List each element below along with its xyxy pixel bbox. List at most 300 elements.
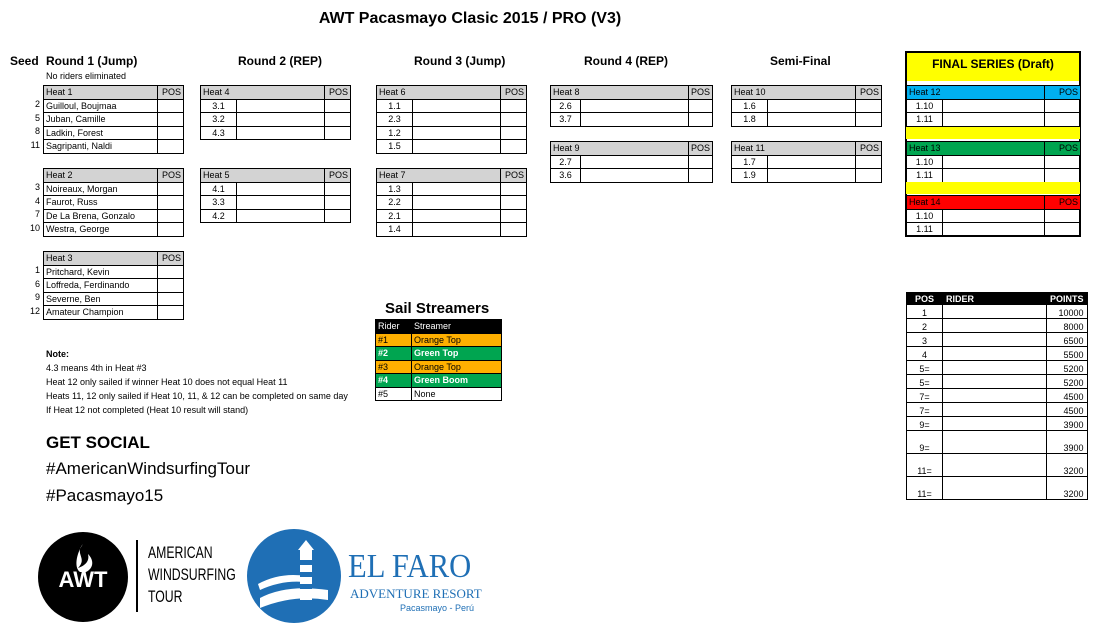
rider-cell (943, 155, 1045, 169)
streamers-col-rider: Rider (376, 320, 412, 334)
seed-number: 9 (34, 292, 40, 303)
rider-cell (768, 99, 856, 113)
slot-code: 1.11 (907, 169, 943, 183)
slot-code: 1.10 (907, 155, 943, 169)
table-row (907, 223, 1081, 237)
points-row (907, 361, 1088, 375)
rider-name: Ladkin, Forest (44, 126, 158, 140)
table-row (201, 126, 351, 140)
streamer-row (376, 347, 502, 361)
streamer-rider: #2 (376, 347, 412, 361)
slot-code: 2.1 (377, 209, 413, 223)
pos-cell (501, 99, 527, 113)
points-col-pos: POS (907, 293, 943, 305)
heat-name: Heat 11 (732, 142, 856, 156)
slot-code: 1.11 (907, 223, 943, 237)
seed-number: 11 (30, 139, 40, 150)
rider-cell (768, 155, 856, 169)
heat-name: Heat 12 (907, 86, 1045, 100)
rider-cell (581, 99, 689, 113)
heat-table (731, 85, 882, 127)
rider-cell (768, 169, 856, 183)
pos-cell (325, 182, 351, 196)
pos-cell (325, 209, 351, 223)
lighthouse-icon (246, 528, 342, 624)
heat-table (200, 85, 351, 140)
table-row (551, 99, 713, 113)
pos-cell (501, 182, 527, 196)
pos-cell (158, 265, 184, 279)
rider-cell (237, 209, 325, 223)
points-row (907, 477, 1088, 500)
semi-header: Semi-Final (770, 54, 831, 68)
heat-name: Heat 3 (44, 252, 158, 266)
awt-logo (38, 532, 128, 622)
slot-code: 1.10 (907, 99, 943, 113)
pos-cell (325, 113, 351, 127)
awt-wordmark-line: AMERICAN (148, 543, 213, 562)
streamer-row (376, 374, 502, 388)
rider-cell (237, 99, 325, 113)
rider-name: Westra, George (44, 223, 158, 237)
points-row (907, 305, 1088, 319)
pos-header: POS (325, 169, 351, 183)
page-title: AWT Pacasmayo Clasic 2015 / PRO (V3) (318, 10, 622, 27)
table-row (201, 209, 351, 223)
seed-number: 7 (34, 209, 40, 220)
streamer-name: Green Top (412, 347, 502, 361)
table-row (732, 99, 882, 113)
heat-table (43, 251, 184, 320)
pos-cell (1045, 113, 1081, 127)
table-row (907, 169, 1081, 183)
rider-cell (237, 126, 325, 140)
slot-code: 1.11 (907, 113, 943, 127)
points-rider (943, 361, 1047, 375)
points-value: 8000 (1047, 319, 1088, 333)
points-rider (943, 347, 1047, 361)
slot-code: 2.3 (377, 113, 413, 127)
pos-cell (158, 196, 184, 210)
points-rider (943, 431, 1047, 454)
pos-header: POS (1045, 86, 1081, 100)
pos-cell (856, 99, 882, 113)
points-pos: 1 (907, 305, 943, 319)
round4-header: Round 4 (REP) (584, 54, 668, 68)
seed-number: 6 (34, 278, 40, 289)
rider-name: Sagripanti, Naldi (44, 140, 158, 154)
points-row (907, 375, 1088, 389)
pos-header: POS (325, 86, 351, 100)
table-row (377, 182, 527, 196)
rider-name: Loffreda, Ferdinando (44, 279, 158, 293)
slot-code: 4.1 (201, 182, 237, 196)
streamer-name: Orange Top (412, 360, 502, 374)
awt-wordmark (148, 542, 236, 608)
slot-code: 2.7 (551, 155, 581, 169)
rider-cell (581, 155, 689, 169)
rider-cell (413, 140, 501, 154)
social-heading: GET SOCIAL (46, 433, 150, 452)
pos-header: POS (501, 169, 527, 183)
heat-name: Heat 5 (201, 169, 325, 183)
streamer-rider: #4 (376, 374, 412, 388)
points-row (907, 454, 1088, 477)
slot-code: 1.4 (377, 223, 413, 237)
pos-cell (158, 279, 184, 293)
table-row (44, 209, 184, 223)
slot-code: 1.8 (732, 113, 768, 127)
points-pos: 5= (907, 375, 943, 389)
rider-cell (943, 113, 1045, 127)
seed-number: 1 (34, 265, 40, 275)
slot-code: 1.7 (732, 155, 768, 169)
pos-cell (325, 126, 351, 140)
slot-code: 4.3 (201, 126, 237, 140)
rider-cell (581, 113, 689, 127)
table-row (44, 182, 184, 196)
rider-cell (413, 209, 501, 223)
seed-header: Seed (10, 54, 39, 68)
heat-name: Heat 7 (377, 169, 501, 183)
points-value: 6500 (1047, 333, 1088, 347)
rider-cell (413, 196, 501, 210)
pos-cell (325, 196, 351, 210)
points-row (907, 319, 1088, 333)
rider-cell (413, 99, 501, 113)
rider-name: Guilloul, Boujmaa (44, 99, 158, 113)
streamer-row (376, 387, 502, 401)
points-row (907, 333, 1088, 347)
points-rider (943, 417, 1047, 431)
pos-cell (158, 126, 184, 140)
rider-cell (413, 126, 501, 140)
pos-header: POS (501, 86, 527, 100)
slot-code: 3.3 (201, 196, 237, 210)
pos-cell (325, 99, 351, 113)
heat-table (550, 85, 713, 127)
heat-table (906, 85, 1081, 127)
pos-header: POS (158, 86, 184, 100)
pos-cell (856, 113, 882, 127)
seed-number: 3 (34, 182, 40, 192)
heat-name: Heat 14 (907, 196, 1045, 210)
heat-name: Heat 4 (201, 86, 325, 100)
points-value: 4500 (1047, 403, 1088, 417)
points-pos: 11= (907, 477, 943, 500)
streamer-name: Orange Top (412, 333, 502, 347)
points-value: 5200 (1047, 375, 1088, 389)
table-row (732, 113, 882, 127)
slot-code: 3.6 (551, 169, 581, 183)
slot-code: 2.2 (377, 196, 413, 210)
social-hashtag: #AmericanWindsurfingTour (46, 459, 251, 478)
table-row (44, 113, 184, 127)
pos-cell (1045, 155, 1081, 169)
table-row (44, 126, 184, 140)
pos-cell (158, 182, 184, 196)
rider-name: Noireaux, Morgan (44, 182, 158, 196)
table-row (377, 113, 527, 127)
slot-code: 2.6 (551, 99, 581, 113)
pos-cell (158, 292, 184, 306)
heat-table (376, 168, 527, 237)
table-row (377, 99, 527, 113)
seed-number: 4 (34, 195, 40, 206)
slot-code: 1.1 (377, 99, 413, 113)
table-row (377, 209, 527, 223)
table-row (201, 99, 351, 113)
table-row (732, 169, 882, 183)
pos-cell (501, 196, 527, 210)
pos-cell (1045, 169, 1081, 183)
points-row (907, 417, 1088, 431)
rider-name: De La Brena, Gonzalo (44, 209, 158, 223)
streamers-title: Sail Streamers (385, 300, 490, 317)
table-row (44, 223, 184, 237)
heat-table (43, 85, 184, 154)
pos-header: POS (158, 252, 184, 266)
points-value: 3200 (1047, 477, 1088, 500)
streamers-col-streamer: Streamer (412, 320, 502, 334)
round2-header: Round 2 (REP) (238, 54, 322, 68)
table-row (551, 155, 713, 169)
seed-number: 8 (34, 126, 40, 137)
rider-cell (768, 113, 856, 127)
heat-table (906, 195, 1081, 237)
pos-cell (689, 155, 713, 169)
table-row (44, 279, 184, 293)
pos-cell (501, 126, 527, 140)
points-rider (943, 403, 1047, 417)
note-line: If Heat 12 not completed (Heat 10 result will stand) (46, 405, 249, 415)
rider-name: Pritchard, Kevin (44, 265, 158, 279)
points-row (907, 389, 1088, 403)
table-row (732, 155, 882, 169)
awt-wordmark-line: TOUR (148, 587, 183, 606)
points-value: 3200 (1047, 454, 1088, 477)
heat-name: Heat 9 (551, 142, 689, 156)
streamer-rider: #5 (376, 387, 412, 401)
points-rider (943, 454, 1047, 477)
heat-name: Heat 10 (732, 86, 856, 100)
table-row (377, 196, 527, 210)
points-rider (943, 477, 1047, 500)
points-pos: 9= (907, 417, 943, 431)
pos-header: POS (1045, 142, 1081, 156)
table-row (907, 99, 1081, 113)
rider-cell (413, 113, 501, 127)
slot-code: 1.5 (377, 140, 413, 154)
pos-cell (158, 113, 184, 127)
rider-cell (237, 182, 325, 196)
slot-code: 3.7 (551, 113, 581, 127)
pos-cell (501, 140, 527, 154)
streamer-row (376, 360, 502, 374)
table-row (907, 209, 1081, 223)
table-row (44, 265, 184, 279)
streamers-table (375, 319, 502, 401)
table-row (44, 99, 184, 113)
points-table (906, 292, 1088, 500)
pos-cell (856, 155, 882, 169)
table-row (551, 113, 713, 127)
seed-number: 5 (34, 112, 40, 123)
final-separator (906, 127, 1080, 139)
points-rider (943, 375, 1047, 389)
pos-header: POS (689, 86, 713, 100)
streamer-rider: #3 (376, 360, 412, 374)
rider-cell (943, 223, 1045, 237)
rider-cell (237, 113, 325, 127)
pos-cell (158, 306, 184, 320)
note-line: 4.3 means 4th in Heat #3 (46, 363, 147, 373)
points-row (907, 431, 1088, 454)
pos-header: POS (689, 142, 713, 156)
el-faro-emblem (246, 528, 342, 624)
slot-code: 3.2 (201, 113, 237, 127)
table-row (44, 140, 184, 154)
heat-name: Heat 1 (44, 86, 158, 100)
rider-name: Faurot, Russ (44, 196, 158, 210)
streamer-rider: #1 (376, 333, 412, 347)
slot-code: 3.1 (201, 99, 237, 113)
round3-header: Round 3 (Jump) (414, 54, 506, 68)
pos-cell (158, 99, 184, 113)
heat-name: Heat 2 (44, 169, 158, 183)
rider-cell (943, 99, 1045, 113)
heat-table (550, 141, 713, 183)
heat-name: Heat 6 (377, 86, 501, 100)
points-value: 5500 (1047, 347, 1088, 361)
points-rider (943, 333, 1047, 347)
table-row (201, 113, 351, 127)
slot-code: 1.3 (377, 182, 413, 196)
pos-cell (1045, 99, 1081, 113)
points-pos: 3 (907, 333, 943, 347)
points-value: 3900 (1047, 431, 1088, 454)
heat-name: Heat 13 (907, 142, 1045, 156)
points-pos: 4 (907, 347, 943, 361)
rider-cell (413, 223, 501, 237)
el-faro-name: EL FARO (348, 548, 472, 585)
slot-code: 1.10 (907, 209, 943, 223)
points-pos: 9= (907, 431, 943, 454)
final-separator (906, 182, 1080, 194)
notes-heading: Note: (46, 349, 69, 359)
pos-cell (1045, 223, 1081, 237)
round1-subheader: No riders eliminated (46, 71, 127, 81)
el-faro-location: Pacasmayo - Perú (400, 603, 475, 613)
points-value: 10000 (1047, 305, 1088, 319)
points-rider (943, 389, 1047, 403)
pos-cell (689, 169, 713, 183)
pos-cell (158, 140, 184, 154)
table-row (44, 306, 184, 320)
heat-table (200, 168, 351, 223)
el-faro-subtitle: ADVENTURE RESORT (350, 586, 482, 601)
awt-badge-text: AWT (58, 567, 108, 592)
points-row (907, 403, 1088, 417)
pos-cell (501, 223, 527, 237)
round1-header: Round 1 (Jump) (46, 54, 138, 68)
pos-header: POS (1045, 196, 1081, 210)
points-value: 4500 (1047, 389, 1088, 403)
table-row (44, 196, 184, 210)
points-col-points: POINTS (1047, 293, 1088, 305)
points-pos: 5= (907, 361, 943, 375)
heat-table (731, 141, 882, 183)
pos-cell (689, 113, 713, 127)
pos-cell (501, 209, 527, 223)
table-row (201, 182, 351, 196)
points-col-rider: RIDER (943, 293, 1047, 305)
table-row (377, 126, 527, 140)
heat-name: Heat 8 (551, 86, 689, 100)
points-value: 5200 (1047, 361, 1088, 375)
points-value: 3900 (1047, 417, 1088, 431)
social-hashtag: #Pacasmayo15 (46, 486, 164, 505)
note-line: Heats 11, 12 only sailed if Heat 10, 11, & 12 can be completed on same day (46, 391, 348, 401)
table-row (907, 113, 1081, 127)
note-line: Heat 12 only sailed if winner Heat 10 does not equal Heat 11 (46, 377, 288, 387)
rider-cell (413, 182, 501, 196)
pos-cell (158, 209, 184, 223)
seed-number: 10 (29, 222, 40, 233)
heat-table (43, 168, 184, 237)
table-row (44, 292, 184, 306)
table-row (551, 169, 713, 183)
table-row (377, 140, 527, 154)
table-row (377, 223, 527, 237)
streamer-name: Green Boom (412, 374, 502, 388)
rider-name: Juban, Camille (44, 113, 158, 127)
slot-code: 1.9 (732, 169, 768, 183)
pos-cell (158, 223, 184, 237)
rider-name: Amateur Champion (44, 306, 158, 320)
points-row (907, 347, 1088, 361)
heat-table (906, 141, 1081, 183)
rider-cell (237, 196, 325, 210)
pos-cell (1045, 209, 1081, 223)
rider-name: Severne, Ben (44, 292, 158, 306)
pos-header: POS (856, 142, 882, 156)
streamer-name: None (412, 387, 502, 401)
rider-cell (581, 169, 689, 183)
pos-header: POS (856, 86, 882, 100)
seed-number: 2 (34, 99, 40, 109)
points-pos: 7= (907, 389, 943, 403)
pos-cell (501, 113, 527, 127)
rider-cell (943, 209, 1045, 223)
points-pos: 7= (907, 403, 943, 417)
final-series-title: FINAL SERIES (Draft) (905, 51, 1081, 81)
logo-divider (136, 540, 138, 612)
slot-code: 1.2 (377, 126, 413, 140)
slot-code: 4.2 (201, 209, 237, 223)
rider-cell (943, 169, 1045, 183)
points-pos: 2 (907, 319, 943, 333)
pos-cell (689, 99, 713, 113)
points-rider (943, 319, 1047, 333)
awt-wordmark-line: WINDSURFING (148, 565, 236, 584)
table-row (201, 196, 351, 210)
streamer-row (376, 333, 502, 347)
pos-header: POS (158, 169, 184, 183)
table-row (907, 155, 1081, 169)
points-pos: 11= (907, 454, 943, 477)
pos-cell (856, 169, 882, 183)
